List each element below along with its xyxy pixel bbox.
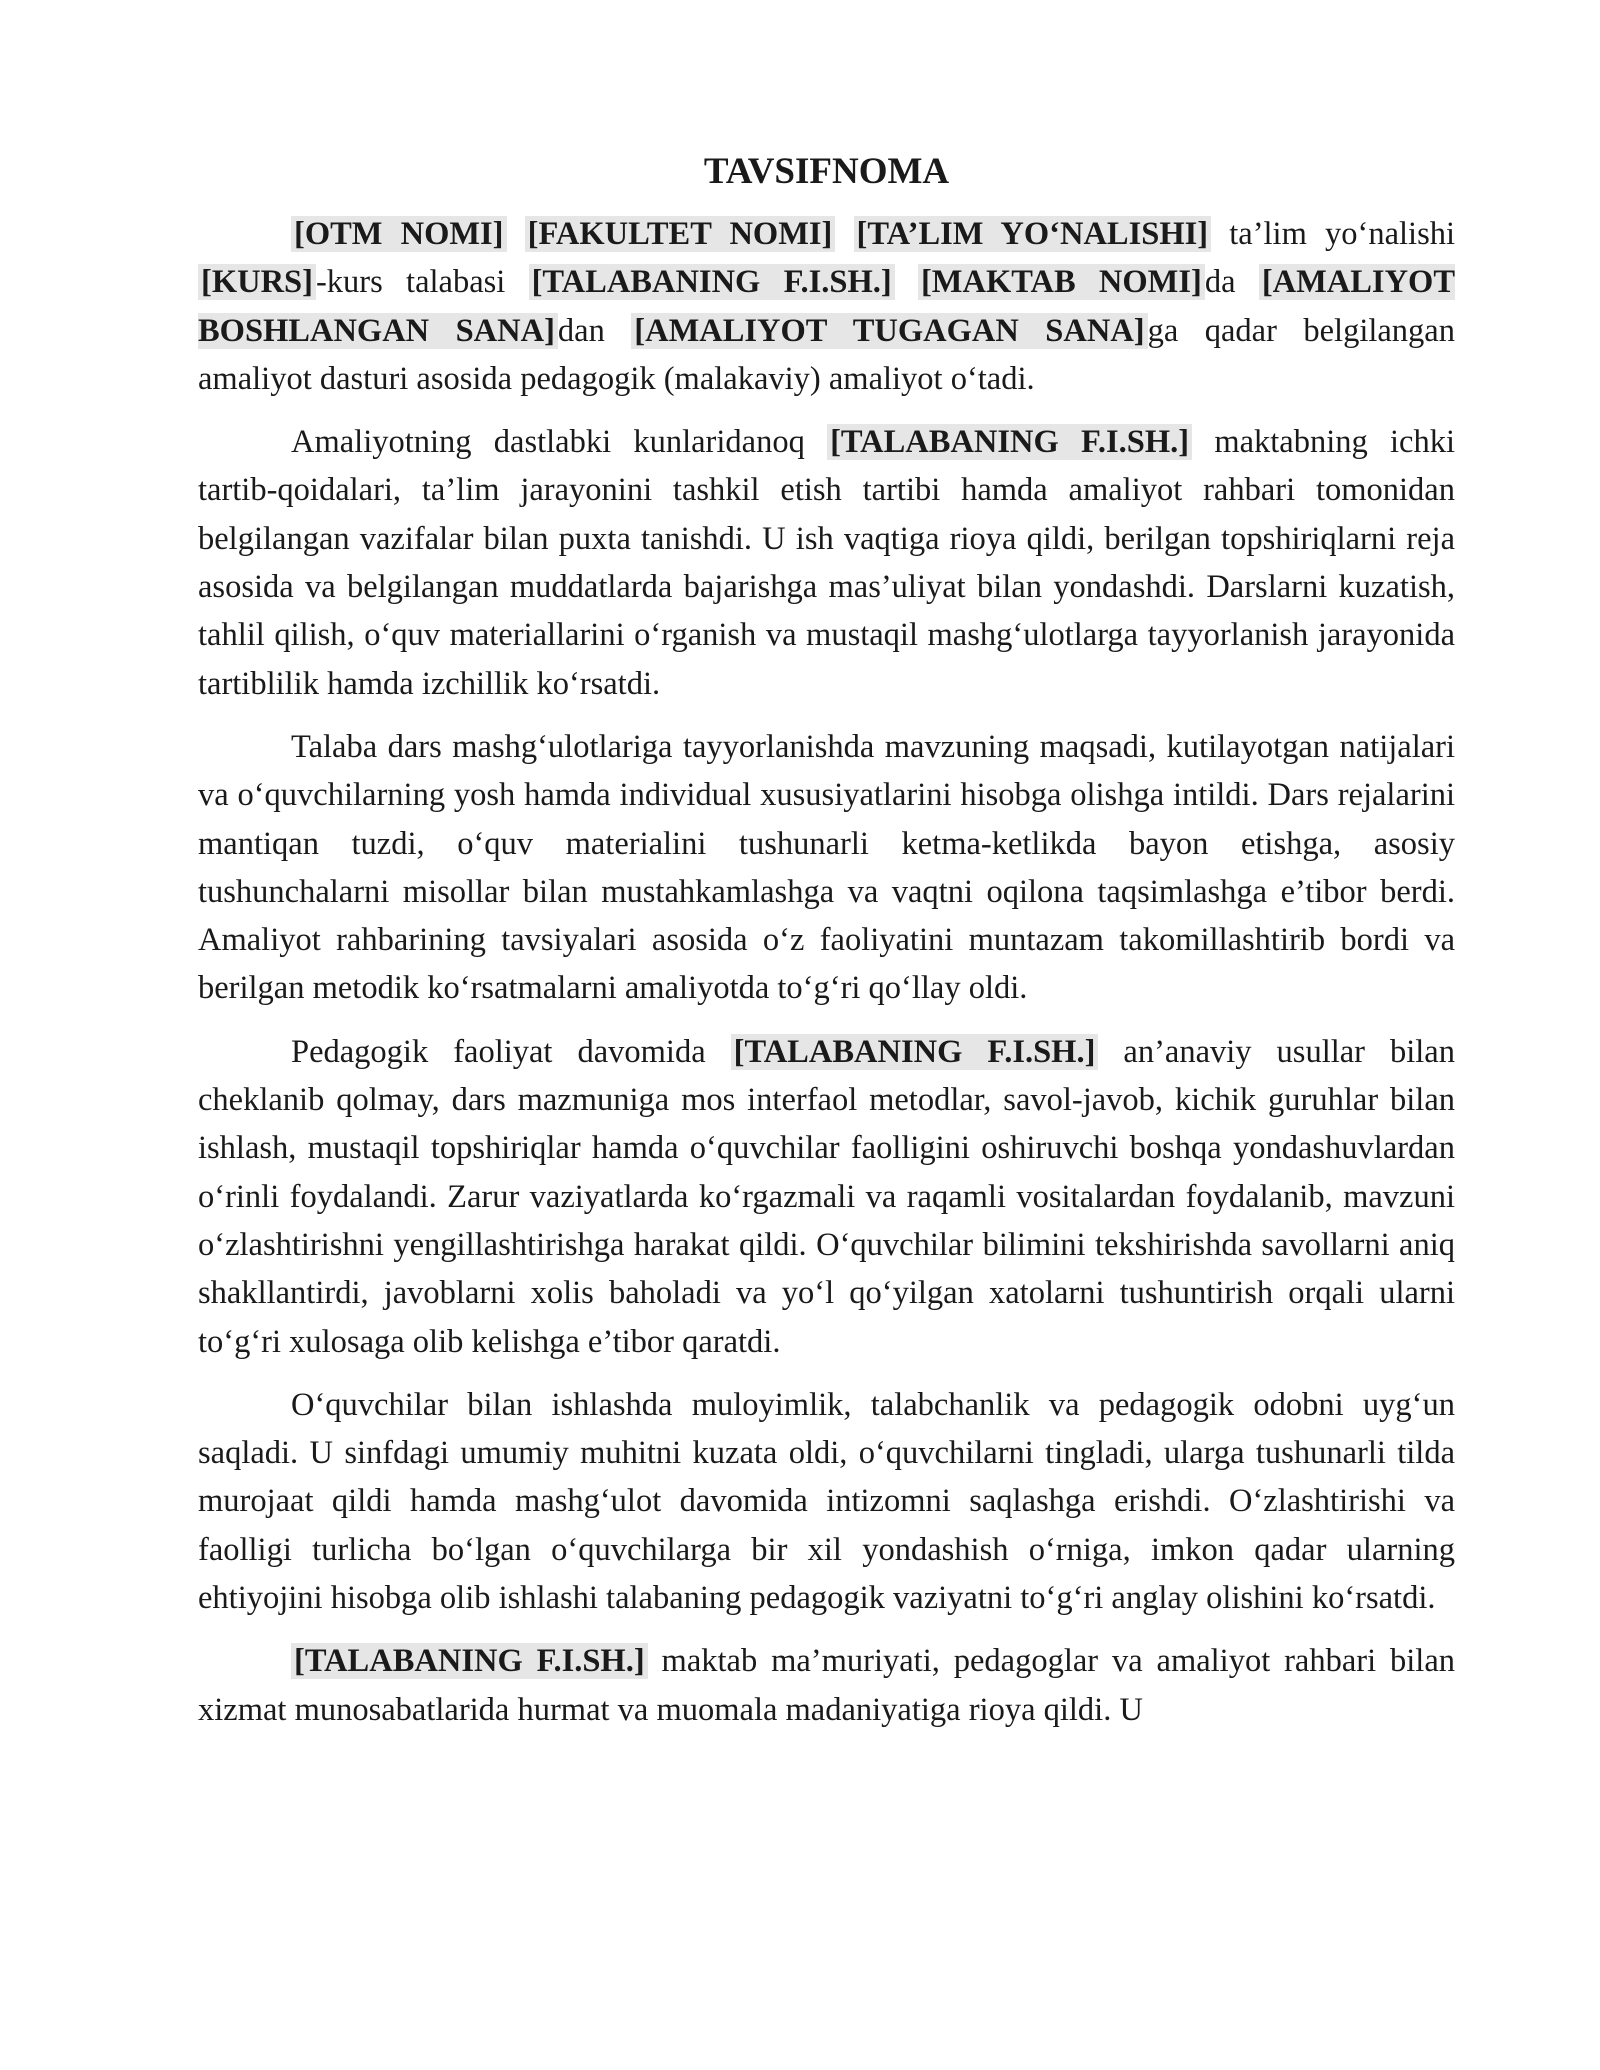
placeholder-field: [TA’LIM YO‘NALISHI] bbox=[854, 216, 1212, 252]
paragraph-text: da bbox=[1204, 264, 1259, 301]
paragraph bbox=[198, 210, 1455, 403]
paragraph-text: Amaliyotning dastlabki kunlaridanoq bbox=[291, 424, 828, 461]
paragraph-text: Pedagogik faoliyat davomida bbox=[291, 1033, 731, 1070]
paragraph-text bbox=[835, 216, 853, 252]
paragraph-text bbox=[507, 216, 525, 252]
placeholder-field: [AMALIYOT BOSHLANGAN SANA] bbox=[198, 264, 1456, 349]
paragraph-text: Talaba dars mashg‘ulotlariga tayyorlanishda mavzuning maqsadi, kutilayotgan natijalari va o‘quvchilarning yosh hamda individual xususiyatlarini hisobga olishga intildi. Dars rejalarini mantiqan tuzdi, o‘quv materialini tushunarli ketma-ketlikda bayon etishga, asosiy tushunchalarni misollar bilan mustahkamlashga va vaqtni oqilona taqsimlashga e’tibor berdi. Amaliyot rahbarining tavsiyalari asosida o‘z faoliyatini muntazam takomillashtirib bordi va berilgan metodik ko‘rsatmalarni amaliyotda to‘g‘ri qo‘llay oldi. bbox=[198, 728, 1455, 1007]
paragraph-text: an’anaviy usullar bilan cheklanib qolmay, dars mazmuniga mos interfaol metodlar, savol-javob, kichik guruhlar bilan ishlash, mustaqil topshiriqlar hamda o‘quvchilar faolligini oshiruvchi boshqa yondashuvlardan o‘rinli foydalandi. Zarur vaziyatlarda ko‘rgazmali va raqamli vositalardan foydalanib, mavzuni o‘zlashtirishni yengillashtirishga harakat qildi. O‘quvchilar bilimini tekshirishda savollarni aniq shakllantirdi, javoblarni xolis baholadi va yo‘l qo‘yilgan xatolarni tushuntirish orqali ularni to‘g‘ri xulosaga olib kelishga e’tibor qaratdi. bbox=[198, 1033, 1455, 1360]
paragraph bbox=[198, 1028, 1455, 1366]
placeholder-field: [TALABANING F.I.SH.] bbox=[827, 424, 1192, 460]
placeholder-field: [AMALIYOT TUGAGAN SANA] bbox=[631, 313, 1147, 349]
document-paragraphs bbox=[198, 210, 1455, 1734]
paragraph bbox=[198, 1637, 1455, 1734]
paragraph-text: maktab ma’muriyati, pedagoglar va amaliyot rahbari bilan xizmat munosabatlarida hurmat va muomala madaniyatiga rioya qildi. U bbox=[198, 1643, 1455, 1728]
paragraph bbox=[198, 418, 1455, 708]
placeholder-field: [TALABANING F.I.SH.] bbox=[529, 264, 895, 300]
document-title: TAVSIFNOMA bbox=[703, 151, 950, 192]
placeholder-field: [TALABANING F.I.SH.] bbox=[731, 1034, 1099, 1070]
paragraph-text: ga qadar belgilangan amaliyot dasturi asosida pedagogik (malakaviy) amaliyot o‘tadi. bbox=[198, 312, 1455, 397]
paragraph-text: -kurs talabasi bbox=[315, 264, 529, 301]
placeholder-field: [OTM NOMI] bbox=[291, 216, 507, 252]
placeholder-field: [FAKULTET NOMI] bbox=[525, 216, 836, 252]
placeholder-field: [KURS] bbox=[198, 264, 316, 300]
placeholder-field: [MAKTAB NOMI] bbox=[918, 264, 1205, 300]
paragraph-text bbox=[895, 264, 918, 300]
document-body bbox=[198, 148, 1455, 1749]
paragraph-text: ta’lim yo‘nalishi bbox=[1211, 216, 1455, 252]
paragraph-text: maktabning ichki tartib-qoidalari, ta’lim jarayonini tashkil etish tartibi hamda amaliyot rahbari tomonidan belgilangan vazifalar bilan puxta tanishdi. U ish vaqtiga rioya qildi, berilgan topshiriqlarni reja asosida va belgilangan muddatlarda bajarishga mas’uliyat bilan yondashdi. Darslarni kuzatish, tahlil qilish, o‘quv materiallarini o‘rganish va mustaqil mashg‘ulotlarga tayyorlanish jarayonida tartiblilik hamda izchillik ko‘rsatdi. bbox=[198, 424, 1455, 702]
paragraph bbox=[198, 1381, 1455, 1622]
paragraph bbox=[198, 723, 1455, 1013]
paragraph-text: O‘quvchilar bilan ishlashda muloyimlik, talabchanlik va pedagogik odobni uyg‘un saqladi. U sinfdagi umumiy muhitni kuzata oldi, o‘quvchilarni tingladi, ularga tushunarli tilda murojaat qildi hamda mashg‘ulot davomida intizomni saqlashga erishdi. O‘zlashtirishi va faolligi turlicha bo‘lgan o‘quvchilarga bir xil yondashish o‘rniga, imkon qadar ularning ehtiyojini hisobga olib ishlashi talabaning pedagogik vaziyatni to‘g‘ri anglay olishini ko‘rsatdi. bbox=[198, 1386, 1455, 1617]
placeholder-field: [TALABANING F.I.SH.] bbox=[291, 1643, 648, 1679]
paragraph-text: dan bbox=[557, 312, 632, 349]
